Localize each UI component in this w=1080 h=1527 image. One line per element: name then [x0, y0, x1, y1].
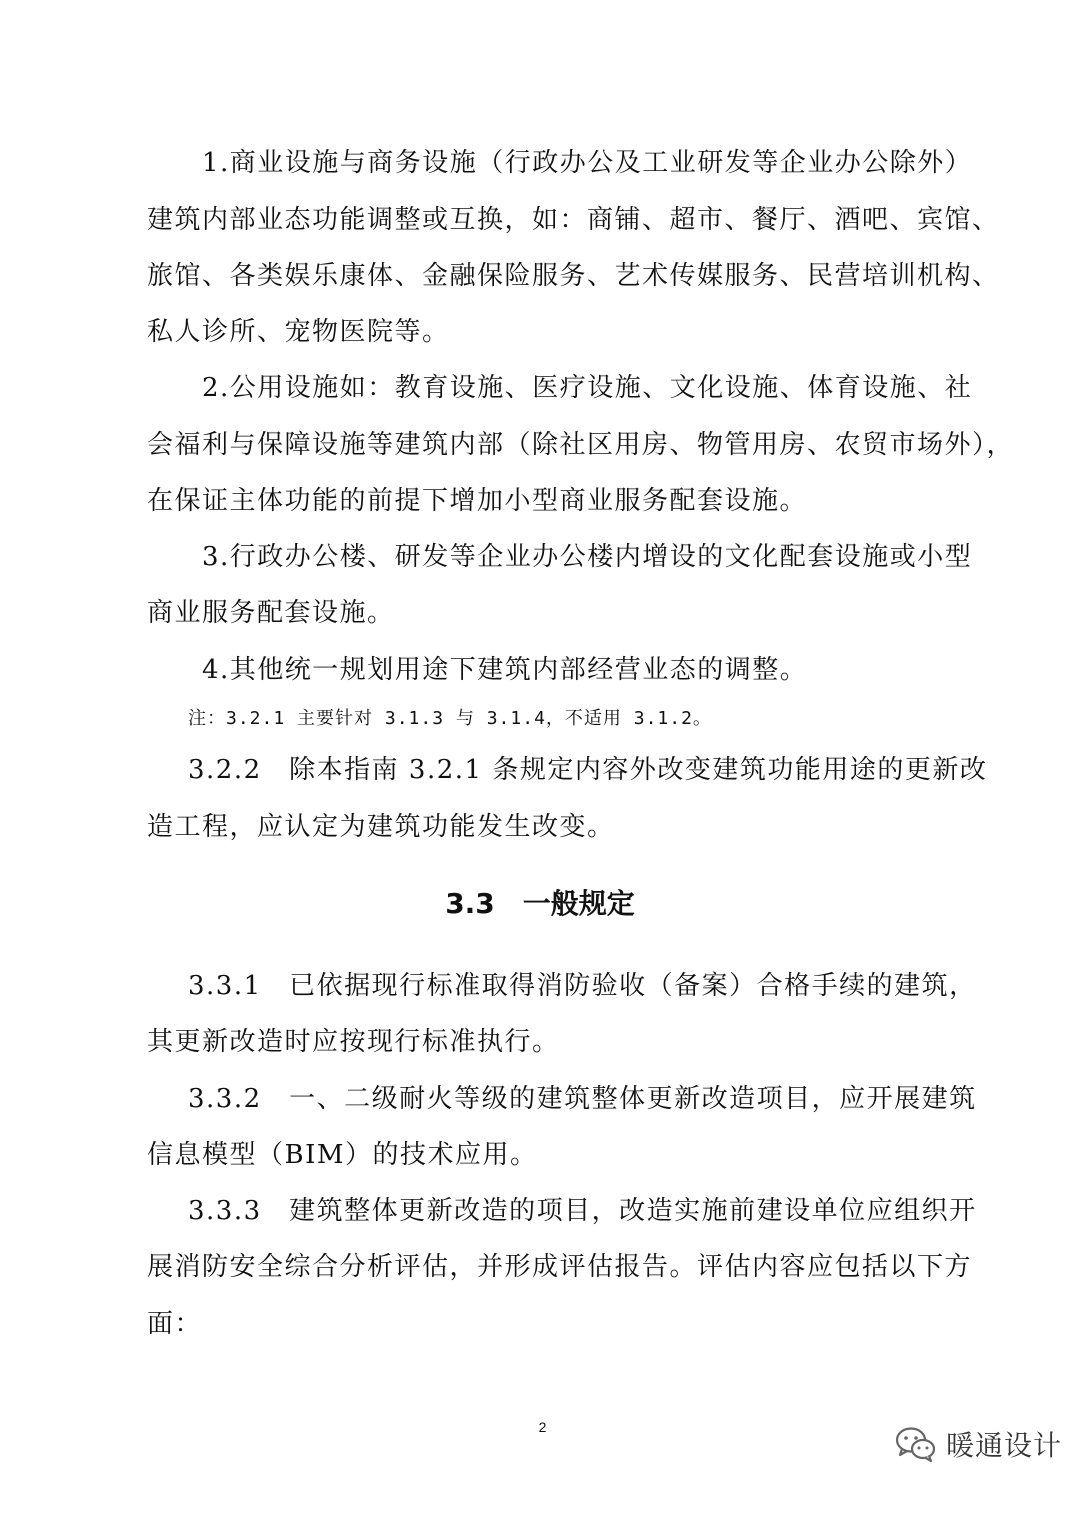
- paragraph-line: 建筑内部业态功能调整或互换，如：商铺、超市、餐厅、酒吧、宾馆、: [147, 205, 1000, 235]
- paragraph-line: 3.行政办公楼、研发等企业办公楼内增设的文化配套设施或小型: [202, 542, 973, 572]
- paragraph-line: 私人诊所、宠物医院等。: [147, 317, 450, 347]
- paragraph-line: 旅馆、各类娱乐康体、金融保险服务、艺术传媒服务、民营培训机构、: [147, 261, 1000, 291]
- paragraph-line: 展消防安全综合分析评估，并形成评估报告。评估内容应包括以下方: [147, 1252, 973, 1282]
- wechat-icon: [894, 1424, 938, 1464]
- paragraph-line: 1.商业设施与商务设施（行政办公及工业研发等企业办公除外）: [202, 148, 973, 178]
- paragraph-line: 3.3.2 一、二级耐火等级的建筑整体更新改造项目，应开展建筑: [188, 1084, 977, 1114]
- paragraph-line: 4.其他统一规划用途下建筑内部经营业态的调整。: [202, 655, 808, 685]
- paragraph-line: 商业服务配套设施。: [147, 598, 395, 628]
- paragraph-line: 信息模型（BIM）的技术应用。: [147, 1140, 538, 1170]
- paragraph-line: 其更新改造时应按现行标准执行。: [147, 1027, 560, 1057]
- note-line: 注：3.2.1 主要针对 3.1.3 与 3.1.4，不适用 3.1.2。: [188, 708, 712, 729]
- page-number: 2: [538, 1419, 547, 1435]
- watermark-text: 暖通设计: [946, 1429, 1063, 1462]
- watermark: [894, 1420, 1062, 1468]
- paragraph-line: 3.2.2 除本指南 3.2.1 条规定内容外改变建筑功能用途的更新改: [188, 755, 988, 785]
- paragraph-line: 造工程，应认定为建筑功能发生改变。: [147, 812, 615, 842]
- paragraph-line: 在保证主体功能的前提下增加小型商业服务配套设施。: [147, 486, 808, 516]
- section-heading: 3.3 一般规定: [445, 887, 635, 920]
- paragraph-line: 面：: [147, 1309, 203, 1339]
- paragraph-line: 会福利与保障设施等建筑内部（除社区用房、物管用房、农贸市场外），: [147, 430, 1015, 460]
- paragraph-line: 2.公用设施如：教育设施、医疗设施、文化设施、体育设施、社: [202, 373, 973, 403]
- paragraph-line: 3.3.3 建筑整体更新改造的项目，改造实施前建设单位应组织开: [188, 1196, 977, 1226]
- paragraph-line: 3.3.1 已依据现行标准取得消防验收（备案）合格手续的建筑，: [188, 971, 977, 1001]
